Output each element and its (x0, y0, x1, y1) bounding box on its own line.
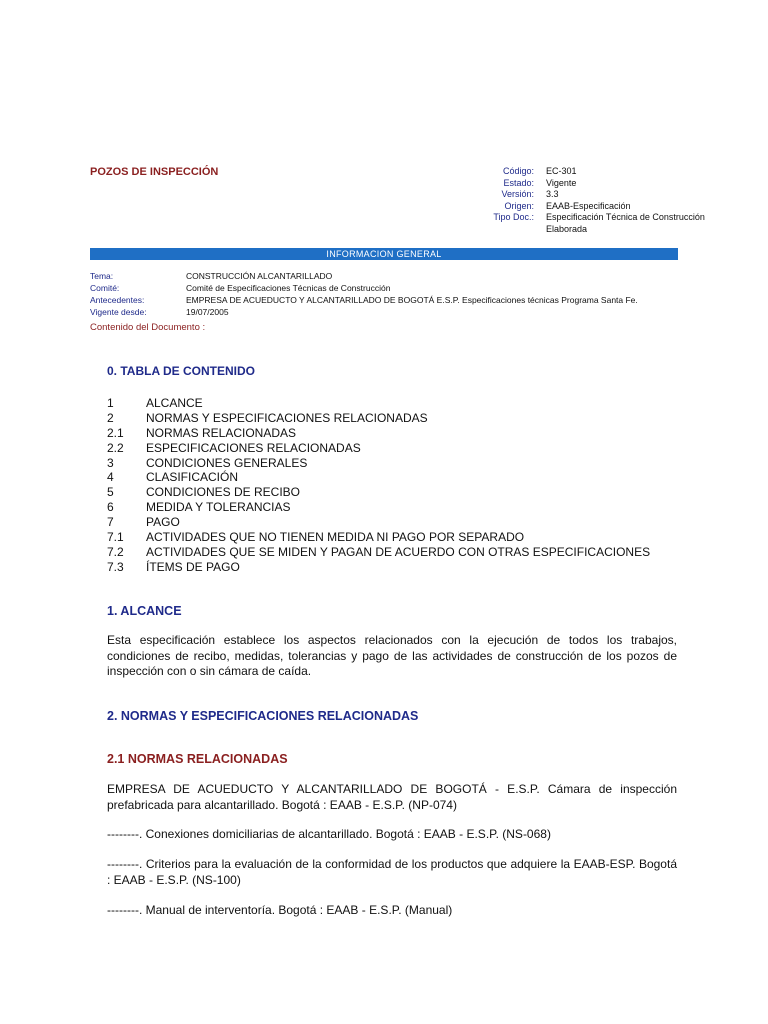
info-general-band: INFORMACION GENERAL (90, 248, 678, 260)
toc-number: 5 (107, 485, 114, 500)
toc-number: 7.1 (107, 530, 124, 545)
toc-item[interactable] (107, 470, 650, 485)
toc-item[interactable] (107, 545, 650, 560)
meta-value: EAAB-Especificación (546, 200, 631, 211)
info-label: Antecedentes: (90, 295, 145, 305)
toc-number: 1 (107, 396, 114, 410)
toc-item[interactable] (107, 560, 650, 575)
general-info (90, 270, 638, 318)
info-value: CONSTRUCCIÓN ALCANTARILLADO (186, 271, 333, 281)
table-of-contents (107, 396, 650, 575)
toc-item[interactable] (107, 441, 650, 456)
info-row-antecedentes (90, 294, 638, 306)
meta-row-tipo-doc-cont (470, 224, 726, 236)
toc-text: CONDICIONES GENERALES (146, 455, 308, 470)
toc-text: ESPECIFICACIONES RELACIONADAS (146, 440, 361, 455)
reference-paragraph: --------. Criterios para la evaluación de la conformidad de los productos que adquiere la EAAB-ESP. Bogotá : EAAB - E.S.P. (NS-100) (107, 857, 677, 887)
meta-row-version (470, 189, 726, 201)
section-heading-normas-relacionadas: 2.1 NORMAS RELACIONADAS (107, 752, 288, 766)
toc-number: 2.2 (107, 440, 124, 455)
meta-label (470, 224, 546, 236)
toc-text: MEDIDA Y TOLERANCIAS (146, 500, 291, 515)
info-row-comite (90, 282, 638, 294)
toc-item[interactable] (107, 396, 650, 411)
meta-row-origen (470, 201, 726, 213)
toc-heading: 0. TABLA DE CONTENIDO (107, 364, 256, 378)
content-label: Contenido del Documento : (90, 322, 206, 333)
toc-number: 7 (107, 515, 114, 530)
toc-item[interactable] (107, 515, 650, 530)
info-row-tema (90, 270, 638, 282)
toc-text: NORMAS RELACIONADAS (146, 425, 297, 440)
document-title: POZOS DE INSPECCIÓN (90, 166, 219, 178)
toc-item[interactable] (107, 411, 650, 426)
meta-value: 3.3 (546, 189, 559, 199)
toc-number: 2.1 (107, 425, 124, 440)
info-label: Tema: (90, 271, 114, 281)
toc-text: ÍTEMS DE PAGO (146, 559, 240, 574)
meta-row-codigo (470, 166, 726, 178)
toc-text: ALCANCE (146, 396, 203, 410)
toc-text: NORMAS Y ESPECIFICACIONES RELACIONADAS (146, 410, 428, 425)
toc-number: 3 (107, 455, 114, 470)
toc-text: ACTIVIDADES QUE NO TIENEN MEDIDA NI PAGO POR SEPARADO (146, 530, 525, 545)
toc-number: 4 (107, 470, 114, 485)
meta-row-estado (470, 178, 726, 190)
toc-number: 6 (107, 500, 114, 515)
info-value: EMPRESA DE ACUEDUCTO Y ALCANTARILLADO DE BOGOTÁ E.S.P. Especificaciones técnicas Programa Santa Fe. (186, 295, 638, 305)
meta-label: Versión: (501, 189, 534, 199)
meta-value: Elaborada (546, 223, 588, 234)
toc-item[interactable] (107, 426, 650, 441)
toc-number: 7.2 (107, 544, 124, 559)
toc-item[interactable] (107, 456, 650, 471)
meta-label: Estado: (503, 177, 534, 188)
toc-text: PAGO (146, 515, 180, 530)
toc-text: CONDICIONES DE RECIBO (146, 485, 301, 500)
meta-value: Vigente (546, 177, 577, 188)
document-metadata (470, 166, 726, 235)
section-heading-alcance: 1. ALCANCE (107, 604, 182, 618)
meta-value: EC-301 (546, 166, 577, 176)
meta-label: Código: (502, 166, 534, 176)
meta-label: Tipo Doc.: (493, 212, 534, 222)
info-row-vigente (90, 306, 638, 318)
toc-item[interactable] (107, 485, 650, 500)
alcance-paragraph: Esta especificación establece los aspectos relacionados con la ejecución de todos los trabajos, condiciones de recibo, medidas, tolerancias y pago de las actividades de construcción de los pozos de inspección con o sin cámara de caída. (107, 633, 677, 678)
toc-text: ACTIVIDADES QUE SE MIDEN Y PAGAN DE ACUERDO CON OTRAS ESPECIFICACIONES (146, 544, 651, 559)
info-label: Comité: (90, 283, 120, 293)
toc-number: 2 (107, 410, 114, 425)
info-value: Comité de Especificaciones Técnicas de Construcción (186, 283, 391, 293)
toc-item[interactable] (107, 500, 650, 515)
toc-text: CLASIFICACIÓN (146, 470, 239, 485)
info-label: Vigente desde: (90, 307, 147, 317)
reference-paragraph: --------. Manual de interventoría. Bogotá : EAAB - E.S.P. (Manual) (107, 903, 453, 917)
meta-row-tipo-doc (470, 212, 726, 224)
reference-paragraph: EMPRESA DE ACUEDUCTO Y ALCANTARILLADO DE BOGOTÁ - E.S.P. Cámara de inspección prefabricada para alcantarillado. Bogotá : EAAB - E.S.P. (NP-074) (107, 782, 677, 812)
section-heading-normas-especificaciones: 2. NORMAS Y ESPECIFICACIONES RELACIONADAS (107, 709, 419, 723)
toc-item[interactable] (107, 530, 650, 545)
meta-value: Especificación Técnica de Construcción (546, 212, 705, 222)
reference-paragraph: --------. Conexiones domiciliarias de alcantarillado. Bogotá : EAAB - E.S.P. (NS-068) (107, 827, 551, 841)
toc-number: 7.3 (107, 559, 124, 574)
meta-label: Origen: (504, 200, 534, 211)
info-value: 19/07/2005 (186, 307, 229, 317)
